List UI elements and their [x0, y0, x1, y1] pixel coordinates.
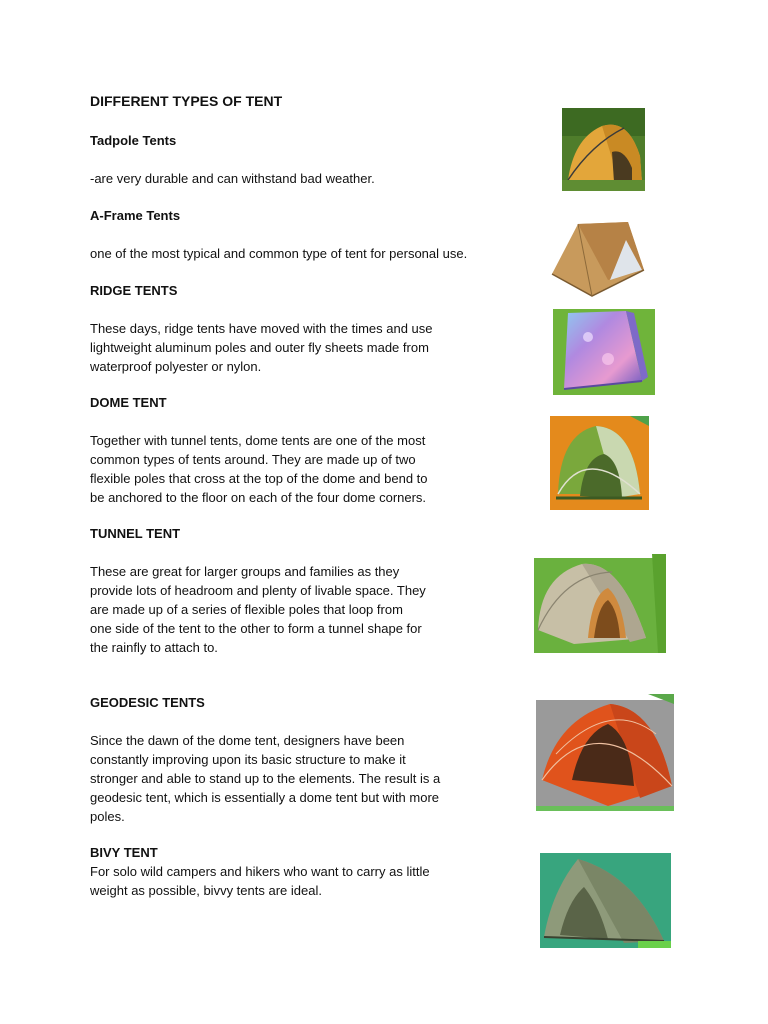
section-heading-dome: DOME TENT: [90, 395, 167, 410]
text-line: common types of tents around. They are made up of two: [90, 452, 416, 467]
section-text-tunnel: [90, 562, 426, 657]
geodesic-tent-image: [536, 694, 674, 811]
text-line: Together with tunnel tents, dome tents are one of the most: [90, 433, 426, 448]
section-heading-a-frame: A-Frame Tents: [90, 208, 181, 223]
tadpole-tent-image: [562, 108, 645, 191]
text-line: Since the dawn of the dome tent, designers have been: [90, 733, 405, 748]
text-line: lightweight aluminum poles and outer fly sheets made from: [90, 340, 429, 355]
text-line: one side of the tent to the other to form a tunnel shape for: [90, 621, 422, 636]
text-line: flexible poles that cross at the top of the dome and bend to: [90, 471, 428, 486]
section-heading-tadpole: Tadpole Tents: [90, 133, 177, 148]
section-heading-ridge: RIDGE TENTS: [90, 283, 178, 298]
text-line: are made up of a series of flexible poles that loop from: [90, 602, 403, 617]
text-line: the rainfly to attach to.: [90, 640, 218, 655]
dome-tent-photo-icon: [546, 414, 649, 510]
section-text-tadpole: [90, 169, 375, 188]
section-text-bivy: [90, 862, 430, 900]
text-line: weight as possible, bivvy tents are ideal.: [90, 883, 322, 898]
text-line: geodesic tent, which is essentially a dome tent but with more: [90, 790, 440, 805]
bivy-tent-image: [538, 851, 671, 948]
section-text-geodesic: [90, 731, 440, 826]
ridge-tent-photo-icon: [548, 307, 655, 396]
document-title: DIFFERENT TYPES OF TENT: [90, 93, 283, 109]
a-frame-tent-image: [548, 210, 648, 298]
ridge-tent-image: [548, 307, 655, 396]
text-line: stronger and able to stand up to the elements. The result is a: [90, 771, 441, 786]
dome-tent-image: [546, 414, 649, 510]
text-line: constantly improving upon its basic structure to make it: [90, 752, 406, 767]
text-line: provide lots of headroom and plenty of livable space. They: [90, 583, 426, 598]
a-frame-tent-photo-icon: [548, 210, 648, 298]
tadpole-tent-photo-icon: [562, 108, 645, 191]
section-text-a-frame: [90, 244, 467, 263]
geodesic-tent-photo-icon: [536, 694, 674, 811]
text-line: poles.: [90, 809, 125, 824]
text-line: -are very durable and can withstand bad weather.: [90, 171, 375, 186]
text-line: waterproof polyester or nylon.: [90, 359, 262, 374]
section-text-dome: [90, 431, 428, 507]
bivy-tent-photo-icon: [538, 851, 671, 948]
text-line: one of the most typical and common type of tent for personal use.: [90, 246, 468, 261]
text-line: These are great for larger groups and families as they: [90, 564, 400, 579]
section-heading-tunnel: TUNNEL TENT: [90, 526, 181, 541]
tunnel-tent-photo-icon: [534, 554, 666, 653]
text-line: These days, ridge tents have moved with the times and use: [90, 321, 433, 336]
text-line: be anchored to the floor on each of the four dome corners.: [90, 490, 427, 505]
section-heading-geodesic: GEODESIC TENTS: [90, 695, 205, 710]
section-heading-bivy: BIVY TENT: [90, 845, 158, 860]
tunnel-tent-image: [534, 554, 666, 653]
section-text-ridge: [90, 319, 433, 376]
text-line: For solo wild campers and hikers who want to carry as little: [90, 864, 430, 879]
